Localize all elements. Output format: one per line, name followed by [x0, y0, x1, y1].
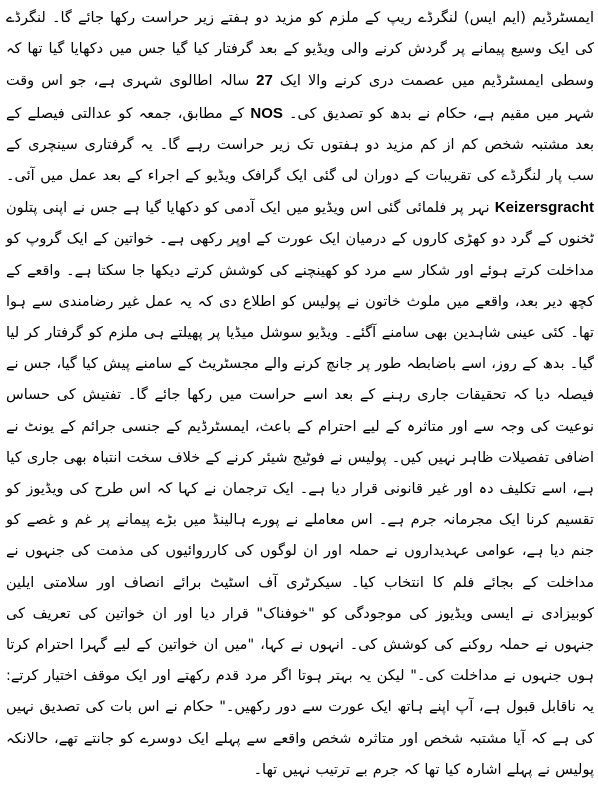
article-text-part-4: نہر پر فلمائی گئی اس ویڈیو میں ایک آدمی کو دکھایا گیا ہے جس نے اپنی پتلون ٹخنوں کے گرد دو کھڑی کاروں کے درمیان ایک عورت کے اوپر رکھی ہے۔ خواتین کے ایک گروپ کو مداخلت کرتے ہوئے اور شکار سے مرد کو کھینچنے کی کوشش کرتے دیکھا جا سکتا ہے۔ واقعے کے کچھ دیر بعد، واقعے میں ملوث خاتون نے پولیس کو اطلاع دی کہ یہ عمل غیر رضامندی سے ہوا تھا۔ کئی عینی شاہدین بھی سامنے آگئے۔ ویڈیو سوشل میڈیا پر پھیلتے ہی ملزم کو گرفتار کر لیا گیا۔ بدھ کے روز، اسے باضابطہ طور پر جانچ کرنے والے مجسٹریٹ کے سامنے پیش کیا گیا، جس نے فیصلہ دیا کہ تحقیقات جاری رہنے کے بعد اسے حراست میں رکھا جائے گا۔ تفتیش کی حساس نوعیت کی وجہ سے اور متاثرہ کے لیے احترام کے باعث، ایمسٹرڈیم کے جنسی جرائم کے یونٹ نے اضافی تفصیلات ظاہر نہیں کیں۔ پولیس نے فوٹیج شیئر کرنے کے خلاف سخت انتباہ بھی جاری کیا ہے، اسے تکلیف دہ اور غیر قانونی قرار دیا ہے۔ ایک ترجمان نے کہا کہ اس طرح کی ویڈیوز کو تقسیم کرنا ایک مجرمانہ جرم ہے۔ اس معاملے نے پورے ہالینڈ میں بڑے پیمانے پر غم و غصے کو جنم دیا ہے، عوامی عہدیداروں نے حملہ اور ان لوگوں کی کارروائیوں کی مذمت کی جنہوں نے مداخلت کے بجائے فلم کا انتخاب کیا۔ سیکرٹری آف اسٹیٹ برائے انصاف اور سلامتی ایلین کوبیزادی نے ایسی ویڈیوز کی موجودگی کو "خوفناک" قرار دیا اور ان خواتین کی تعریف کی جنہوں نے حملہ روکنے کی کوشش کی۔ انہوں نے کہا، "میں ان خواتین کے لیے گہرا احترام کرتا ہوں جنہوں نے مداخلت کی۔" لیکن یہ بہتر ہوتا اگر مرد قدم رکھتے اور ایک موقف اختیار کرتے: یہ ناقابل قبول ہے، آپ اپنے ہاتھ ایک عورت سے دور رکھیں۔" حکام نے اس بات کی تصدیق نہیں کی ہے کہ آیا مشتبہ شخص اور متاثرہ شخص واقعے سے پہلے ایک دوسرے کو جانتے تھے، حالانکہ پولیس نے پہلے اشارہ کیا تھا کہ جرم بے ترتیب نہیں تھا۔: [6, 200, 595, 778]
source-name-nos: NOS: [250, 104, 283, 122]
article-body: [6, 3, 594, 786]
article-text-part-3: کے مطابق، جمعہ کو عدالتی فیصلے کے بعد مشتبہ شخص کم از کم مزید دو ہفتوں تک زیر حراست رہے گا۔ یہ گرفتاری سینچری کے سب پار لنگرڈے کی تقریبات کے دوران لی گئی ایک گرافک ویڈیو کے اجراء کے بعد عمل میں آئی۔: [6, 105, 594, 185]
article-text-part-1: ایمسٹرڈیم (ایم ایس) لنگرڈے ریپ کے ملزم کو مزید دو ہفتے زیر حراست رکھا جائے گا۔ لنگرڈے کی ایک وسیع پیمانے پر گردش کرنے والی ویڈیو کے بعد گرفتار کیا گیا جس میں دکھایا گیا تھا کہ وسطی ایمسٹرڈیم میں عصمت دری کرنے والا ایک: [6, 10, 594, 90]
canal-name-keizersgracht: Keizersgracht: [494, 199, 594, 217]
age-number: 27: [256, 72, 273, 90]
article-text-part-2: سالہ اطالوی شہری ہے، جو اس وقت شہر میں مقیم ہے، حکام نے بدھ کو تصدیق کی۔: [6, 73, 594, 122]
